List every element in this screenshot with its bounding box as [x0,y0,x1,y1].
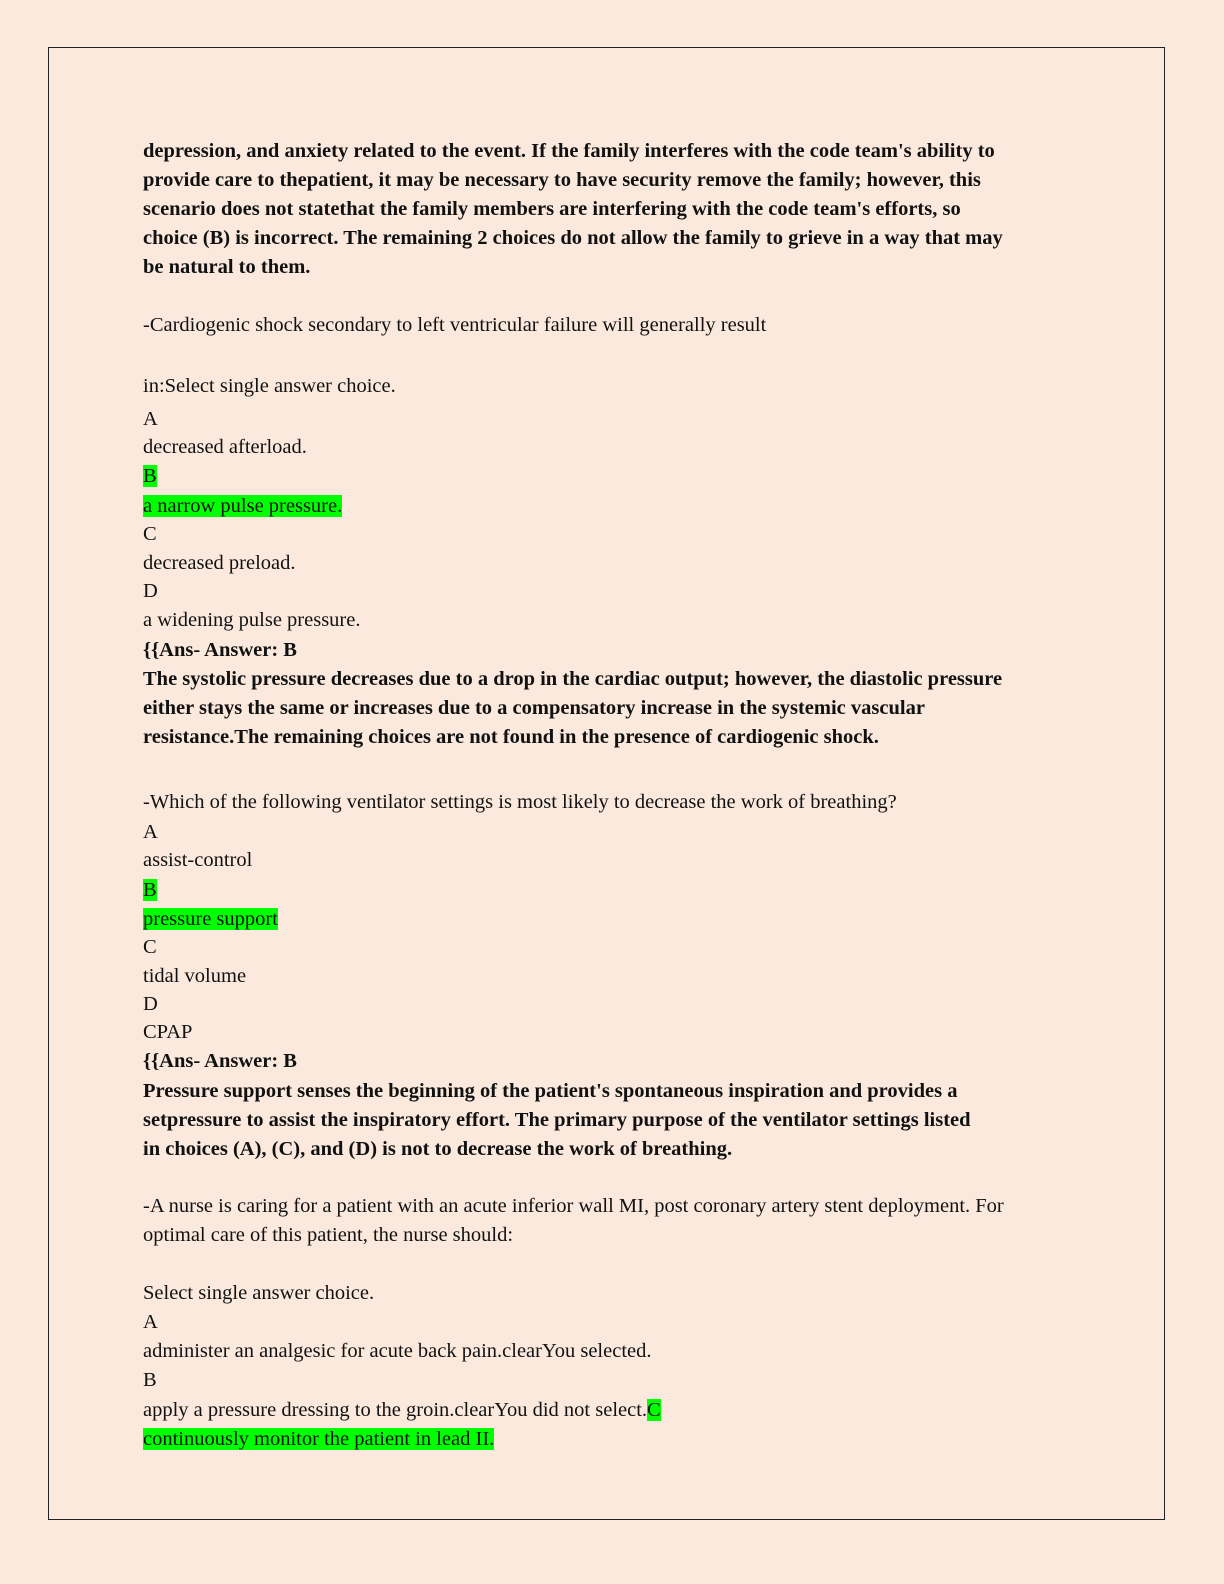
explanation-line: scenario does not statethat the family members are interfering with the code team's efforts, so [143,198,961,220]
rationale-line: resistance.The remaining choices are not found in the presence of cardiogenic shock. [143,726,879,748]
option-text: apply a pressure dressing to the groin.clearYou did not select. [143,1399,648,1421]
rationale-line: Pressure support senses the beginning of the patient's spontaneous inspiration and provides a [143,1080,958,1102]
option-letter: C [143,936,157,958]
option-text: administer an analgesic for acute back pain.clearYou selected. [143,1340,652,1362]
option-letter: A [143,408,158,430]
explanation-line: be natural to them. [143,256,311,278]
option-text-highlighted: a narrow pulse pressure. [143,495,343,517]
answer-key: {{Ans- Answer: B [143,639,297,661]
question-instruction: Select single answer choice. [143,1282,375,1304]
question-stem: -Which of the following ventilator settings is most likely to decrease the work of breathing? [143,791,897,813]
question-stem: optimal care of this patient, the nurse should: [143,1224,514,1246]
answer-key: {{Ans- Answer: B [143,1050,297,1072]
option-letter: D [143,993,158,1015]
option-text: CPAP [143,1021,193,1043]
rationale-line: The systolic pressure decreases due to a drop in the cardiac output; however, the diastolic pressure [143,668,1003,690]
option-text-highlighted: pressure support [143,908,278,930]
explanation-line: depression, and anxiety related to the event. If the family interferes with the code team's ability to [143,140,995,162]
option-text: a widening pulse pressure. [143,609,361,631]
option-letter-highlighted: C [647,1399,661,1421]
rationale-line: in choices (A), (C), and (D) is not to decrease the work of breathing. [143,1138,733,1160]
explanation-line: choice (B) is incorrect. The remaining 2 choices do not allow the family to grieve in a way that may [143,227,1003,249]
question-stem: -Cardiogenic shock secondary to left ventricular failure will generally result [143,314,767,336]
option-text: tidal volume [143,965,247,987]
option-letter: A [143,1311,158,1333]
option-text: decreased afterload. [143,436,307,458]
option-line [143,1398,661,1422]
rationale-line: either stays the same or increases due to a compensatory increase in the systemic vascular [143,697,925,719]
option-letter-highlighted: B [143,465,157,487]
option-letter: D [143,580,158,602]
rationale-line: setpressure to assist the inspiratory effort. The primary purpose of the ventilator settings listed [143,1109,971,1131]
explanation-line: provide care to thepatient, it may be necessary to have security remove the family; however, this [143,169,981,191]
question-stem: -A nurse is caring for a patient with an acute inferior wall MI, post coronary artery stent deployment. For [143,1195,1004,1217]
option-letter-highlighted: B [143,879,157,901]
question-instruction: in:Select single answer choice. [143,375,396,397]
option-text: assist-control [143,849,253,871]
option-letter: A [143,821,158,843]
option-text-highlighted: continuously monitor the patient in lead II. [143,1428,495,1450]
option-letter: C [143,523,157,545]
option-letter: B [143,1369,157,1391]
option-text: decreased preload. [143,552,296,574]
